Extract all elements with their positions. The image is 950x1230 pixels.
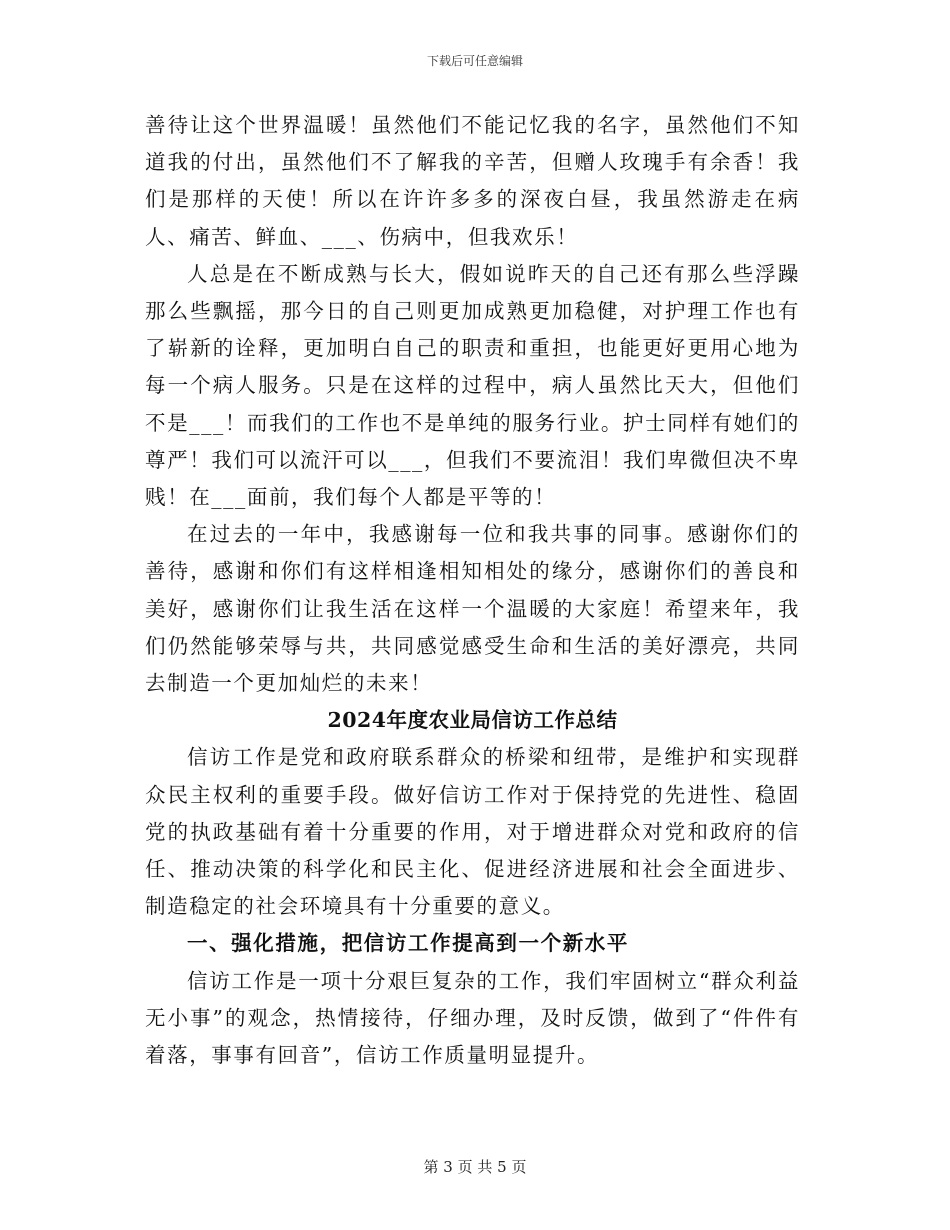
paragraph-continuation: 善待让这个世界温暖！虽然他们不能记忆我的名字，虽然他们不知道我的付出，虽然他们不了解我的辛苦，但赠人玫瑰手有余香！我们是那样的天使！所以在许许多多的深夜白昼，我虽然游走在病人、痛苦、鲜血、___、伤病中，但我欢乐！ <box>145 113 800 249</box>
paragraph-intro: 信访工作是党和政府联系群众的桥梁和纽带，是维护和实现群众民主权利的重要手段。做好信访工作对于保持党的先进性、稳固党的执政基础有着十分重要的作用，对于增进群众对党和政府的信任、推动决策的科学化和民主化、促进经济进展和社会全面进步、制造稳定的社会环境具有十分重要的意义。 <box>145 745 800 919</box>
paragraph-section-1: 信访工作是一项十分艰巨复杂的工作，我们牢固树立“群众利益无小事”的观念，热情接待，仔细办理，及时反馈，做到了“件件有着落，事事有回音”，信访工作质量明显提升。 <box>145 968 800 1068</box>
page-header: 下载后可任意编辑 <box>426 54 523 68</box>
page-number: 第 3 页 共 5 页 <box>423 1158 527 1176</box>
section-heading-1: 一、强化措施，把信访工作提高到一个新水平 <box>187 931 629 956</box>
paragraph-growth: 人总是在不断成熟与长大，假如说昨天的自己还有那么些浮躁那么些飘摇，那今日的自己则更加成熟更加稳健，对护理工作也有了崭新的诠释，更加明白自己的职责和重担，也能更好更用心地为每一个病人服务。只是在这样的过程中，病人虽然比天大，但他们不是___！而我们的工作也不是单纯的服务行业。护士同样有她们的尊严！我们可以流汗可以___，但我们不要流泪！我们卑微但决不卑贱！在___面前，我们每个人都是平等的！ <box>145 261 800 510</box>
paragraph-thanks: 在过去的一年中，我感谢每一位和我共事的同事。感谢你们的善待，感谢和你们有这样相逢相知相处的缘分，感谢你们的善良和美好，感谢你们让我生活在这样一个温暖的大家庭！希望来年，我们仍然能够荣辱与共，共同感觉感受生命和生活的美好漂亮，共同去制造一个更加灿烂的未来！ <box>145 522 800 696</box>
document-body <box>145 107 800 1074</box>
document-title: 2024年度农业局信访工作总结 <box>327 708 618 733</box>
